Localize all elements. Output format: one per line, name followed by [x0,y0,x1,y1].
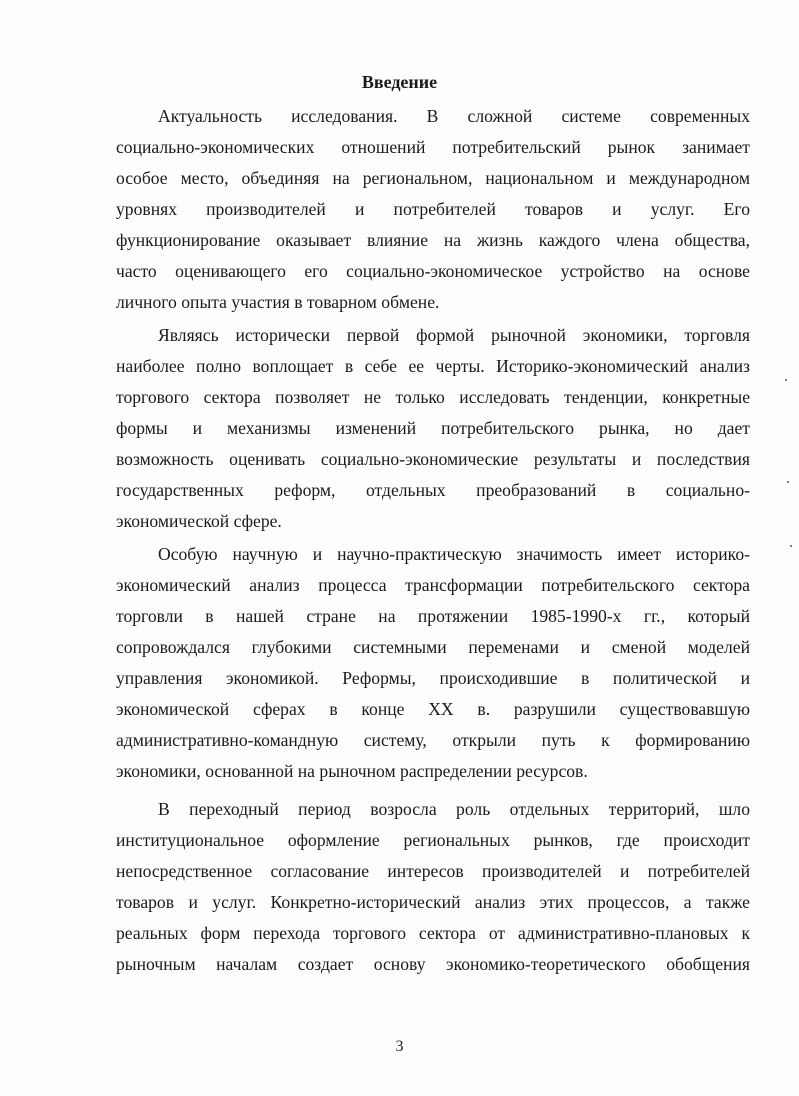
text-line: институциональное оформление региональных рынков, где происходит [116,830,750,850]
text-line: непосредственное согласование интересов производителей и потребителей [116,861,750,881]
text-line: часто оценивающего его социально-экономическое устройство на основе [116,261,750,281]
scan-speck [790,545,792,547]
text-line: экономической сферах в конце XX в. разрушили существовавшую [116,699,750,719]
text-line: государственных реформ, отдельных преобразований в социально- [116,480,750,500]
text-line: торговли в нашей стране на протяжении 1985-1990-х гг., который [116,606,750,626]
text-line: Являясь исторически первой формой рыночной экономики, торговля [158,325,750,345]
paragraph-transition [116,794,750,980]
text-line: реальных форм перехода торгового сектора от административно-плановых к [116,923,750,943]
scan-speck [785,379,787,381]
text-line: формы и механизмы изменений потребительского рынка, но дает [116,418,750,438]
scan-speck [787,481,789,483]
text-line: торгового сектора позволяет не только исследовать тенденции, конкретные [116,387,750,407]
text-line: управления экономикой. Реформы, происходившие в политической и [116,668,750,688]
text-line: В переходный период возросла роль отдельных территорий, шло [158,799,750,819]
text-line: административно-командную систему, открыли путь к формированию [116,730,750,750]
text-line: рыночным началам создает основу экономико-теоретического обобщения [116,954,750,974]
text-line: экономической сфере. [116,511,282,531]
text-line: особое место, объединяя на региональном, национальном и международном [116,168,750,188]
text-line: Актуальность исследования. В сложной системе современных [158,106,750,126]
text-line: Особую научную и научно-практическую значимость имеет историко- [158,544,750,564]
text-line: функционирование оказывает влияние на жизнь каждого члена общества, [116,230,750,250]
page-number: 3 [395,1038,404,1055]
paragraph-significance [116,539,750,787]
paragraph-trade [116,320,750,537]
text-line: уровнях производителей и потребителей товаров и услуг. Его [116,199,750,219]
paragraph-actuality [116,101,750,318]
text-line: личного опыта участия в товарном обмене. [116,292,440,312]
text-line: социально-экономических отношений потребительский рынок занимает [116,137,750,157]
text-line: экономический анализ процесса трансформации потребительского сектора [116,575,750,595]
text-line: возможность оценивать социально-экономические результаты и последствия [116,449,750,469]
text-line: сопровождался глубокими системными переменами и сменой моделей [116,637,750,657]
text-line: наиболее полно воплощает в себе ее черты. Историко-экономический анализ [116,356,750,376]
text-line: экономики, основанной на рыночном распределении ресурсов. [116,761,588,781]
page-title: Введение [361,72,438,92]
text-line: товаров и услуг. Конкретно-исторический анализ этих процессов, а также [116,892,750,912]
